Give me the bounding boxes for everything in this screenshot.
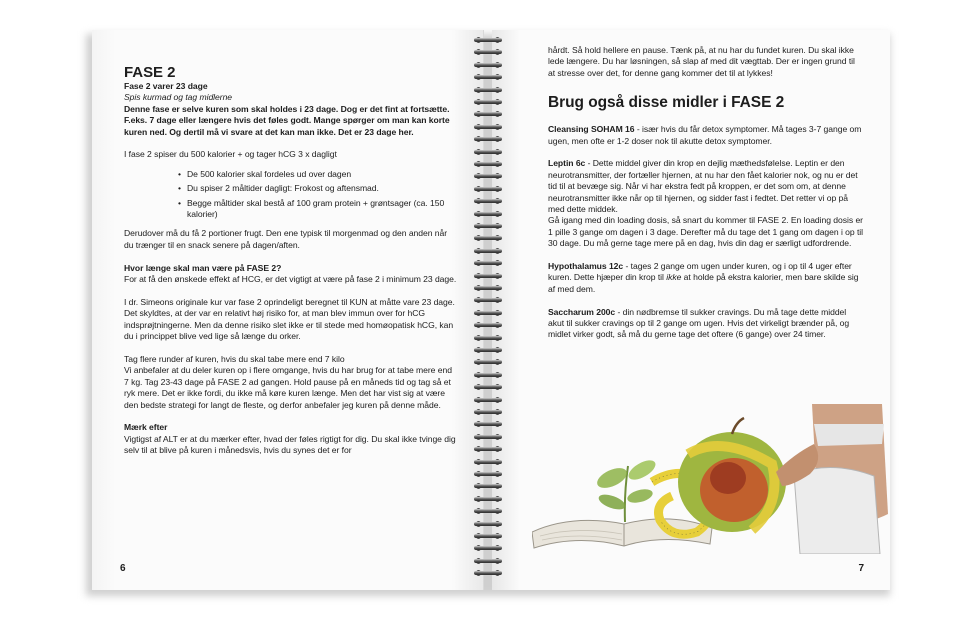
spiral-ring xyxy=(470,383,506,391)
remedy-name: Cleansing SOHAM 16 xyxy=(548,124,635,135)
spiral-ring xyxy=(470,309,506,317)
remedy-item xyxy=(548,158,864,215)
bold-intro: Denne fase er selve kuren som skal holdes i 23 dage. Dog er det fint at fortsætte. F.eks. 7 dage eller længere hvis det føles godt. Mange spørger om man kan korte kuren ned. Og dertil må vi svare at det kan man ikke. Det er 23 dage her. xyxy=(124,103,450,137)
page-title: FASE 2 xyxy=(124,64,176,81)
spiral-ring xyxy=(470,408,506,416)
spiral-ring xyxy=(470,532,506,540)
spiral-ring xyxy=(470,36,506,44)
left-page xyxy=(92,30,484,590)
spiral-ring xyxy=(470,61,506,69)
section-heading: Hvor længe skal man være på FASE 2? xyxy=(124,262,282,273)
remedy-name: Hypothalamus 12c xyxy=(548,261,624,272)
watercolor-illustration xyxy=(532,404,890,554)
remedy-name: Leptin 6c xyxy=(548,158,586,169)
spiral-ring xyxy=(470,334,506,342)
remedy-text: - Dette middel giver din krop en dejlig mæthedsfølelse. Leptin er den neurotransmitter, der fortæller hjernen, at nu har den fået kalorier nok, og nu er det tid til at bevæge sig. Når vi har ekstra fedt på kroppen, er det som om, at denne neurotransmitter ikke når op til hjernen, og sidder fast i fedtet. Det retter vi op på med dette middek. xyxy=(548,158,858,215)
spiral-ring xyxy=(470,346,506,354)
apple-illustration xyxy=(678,418,786,532)
spiral-ring xyxy=(470,358,506,366)
right-page-content xyxy=(548,45,864,341)
bullet-item: • De 500 kalorier skal fordeles ud over dagen xyxy=(178,169,458,180)
spiral-ring xyxy=(470,284,506,292)
paragraph: Vigtigst af ALT er at du mærker efter, hvad der føles rigtigt for dig. Du skal ikke tvinge dig selv til at blive på kuren i månedsvis, hvis du synes det er for xyxy=(124,433,456,456)
paragraph: I fase 2 spiser du 500 kalorier + og tager hCG 3 x dagligt xyxy=(124,149,337,160)
paragraph: Vi anbefaler at du deler kuren op i flere omgange, hvis du har brug for at tabe mere end 7 kg. Tag 23-43 dage på FASE 2 ad gangen. Hold pause på en måneds tid og tag så et ryk mere. Det er ikke fordi, du ikke må køre kuren længe. Men det har vist sig at være den bedste strategi for langt de fleste, og derfor anbefaler jeg kuren på denne måde. xyxy=(124,365,452,410)
left-page-content xyxy=(124,64,458,457)
remedy-text: - tages 2 gange om ugen under kuren, og i op til 4 uger efter kuren. Dette hjæper din krop til xyxy=(548,261,852,283)
page-number: 6 xyxy=(120,563,126,574)
spiral-ring xyxy=(470,135,506,143)
spiral-binding xyxy=(470,36,506,586)
spiral-ring xyxy=(470,507,506,515)
remedy-name: Saccharum 200c xyxy=(548,306,616,317)
spiral-ring xyxy=(470,160,506,168)
spiral-ring xyxy=(470,48,506,56)
paragraph: Gå igang med din loading dosis, så snart du kommer til FASE 2. En loading dosis er 1 pille 3 gange om dagen i 3 dage. Derefter må du tage det 1 gang om dagen i op til 30 dage. Du må gerne tage mere på en dag, hvis din dag er særligt udfordrende. xyxy=(548,215,863,249)
spiral-ring xyxy=(470,210,506,218)
spiral-ring xyxy=(470,433,506,441)
remedy-item xyxy=(548,307,864,341)
italic-word: ikke xyxy=(666,272,682,283)
paragraph: Derudover må du få 2 portioner frugt. Den ene typisk til morgenmad og den anden når du trænger til en snack senere på dagen/aften. xyxy=(124,228,448,250)
spiral-ring xyxy=(470,557,506,565)
spiral-ring xyxy=(470,396,506,404)
spiral-ring xyxy=(470,73,506,81)
subtitle: Fase 2 varer 23 dage xyxy=(124,81,208,91)
spiral-ring xyxy=(470,569,506,577)
section-heading: Brug også disse midler i FASE 2 xyxy=(548,94,785,112)
spiral-ring xyxy=(470,371,506,379)
spiral-ring xyxy=(470,197,506,205)
spiral-ring xyxy=(470,110,506,118)
remedy-text: - især hvis du får detox symptomer. Må tages 3-7 gange om ugen, men ofte er 1-2 doser nok til akutte detox symptomer. xyxy=(548,124,862,146)
spiral-ring xyxy=(470,234,506,242)
spiral-ring xyxy=(470,520,506,528)
spiral-ring xyxy=(470,185,506,193)
italic-line: Spis kurmad og tag midlerne xyxy=(124,92,233,103)
spiral-ring xyxy=(470,222,506,230)
spiral-ring xyxy=(470,544,506,552)
spiral-ring xyxy=(470,296,506,304)
spiral-ring xyxy=(470,98,506,106)
paragraph: Tag flere runder af kuren, hvis du skal tabe mere end 7 kilo xyxy=(124,353,345,364)
spiral-ring xyxy=(470,321,506,329)
spiral-ring xyxy=(470,172,506,180)
bullet-item: • Du spiser 2 måltider dagligt: Frokost og aftensmad. xyxy=(178,183,458,194)
spiral-ring xyxy=(470,445,506,453)
sprout-illustration xyxy=(594,456,658,522)
bullet-item: • Begge måltider skal bestå af 100 gram protein + grøntsager (ca. 150 kalorier) xyxy=(178,198,458,221)
person-illustration xyxy=(776,404,888,554)
paragraph: I dr. Simeons originale kur var fase 2 oprindeligt beregnet til KUN at måtte vare 23 dage. Det skyldtes, at der var en relativt høj risiko for, at man blev immun over for hCG indsprøjtningerne. Men da denne risiko slet ikke er til stede med homøopatisk hCG, kan du i princippet blive ved lige så længe du orker. xyxy=(124,296,455,342)
spiral-ring xyxy=(470,86,506,94)
spiral-ring xyxy=(470,259,506,267)
bullet-list xyxy=(178,169,458,221)
spiral-ring xyxy=(470,272,506,280)
section-heading: Mærk efter xyxy=(124,422,168,433)
spiral-ring xyxy=(470,123,506,131)
spiral-ring xyxy=(470,247,506,255)
paragraph: For at få den ønskede effekt af HCG, er det vigtigt at være på fase 2 i minimum 23 dage. xyxy=(124,274,457,285)
paragraph: hårdt. Så hold hellere en pause. Tænk på, at nu har du fundet kuren. Du skal ikke lede længere. Du har løsningen, så slap af med dit vægttab. Der er ingen grund til at stresse over det, for denne gang kommer det til at lykkes! xyxy=(548,45,855,78)
remedy-item xyxy=(548,124,864,147)
spiral-ring xyxy=(470,458,506,466)
spiral-ring xyxy=(470,470,506,478)
spiral-ring xyxy=(470,482,506,490)
remedy-item xyxy=(548,261,864,295)
page-number: 7 xyxy=(858,563,864,574)
spiral-ring xyxy=(470,420,506,428)
remedy-text: - din nødbremse til sukker cravings. Du må tage dette middel akut til sukker cravings op til 2 gange om ugen. Hvis det virkeligt brænder på, og midlet virker godt, så må du gerne tage det oftere (6 gange) over 24 timer. xyxy=(548,306,850,340)
spiral-ring xyxy=(470,148,506,156)
spiral-ring xyxy=(470,495,506,503)
remedy-text: at holde på ekstra kalorier, men bare skilde sig af med dem. xyxy=(548,272,859,294)
